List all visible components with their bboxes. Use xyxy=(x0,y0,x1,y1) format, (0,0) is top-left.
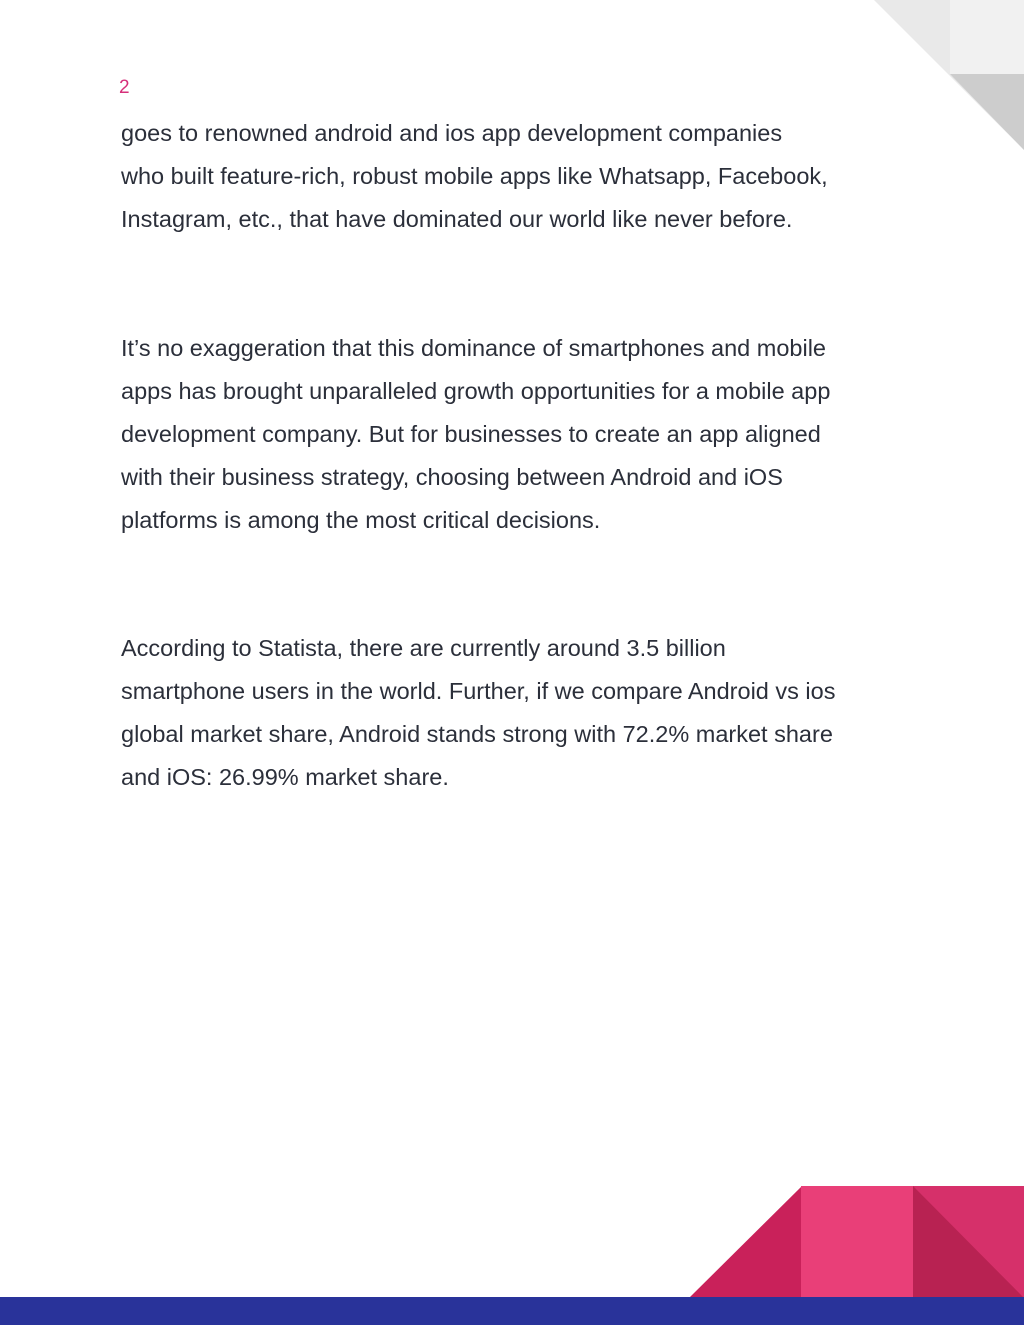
paragraph-3 xyxy=(121,627,911,798)
corner-tab xyxy=(950,0,1024,74)
page-number: 2 xyxy=(119,77,130,98)
paragraph-2 xyxy=(121,327,911,541)
accent-block-pink xyxy=(801,1186,914,1298)
text-line: who built feature-rich, robust mobile apps like Whatsapp, Facebook, xyxy=(121,162,828,189)
document-body xyxy=(121,112,911,799)
footer-bar xyxy=(0,1297,1024,1325)
paragraph-spacer xyxy=(121,541,911,627)
text-line: According to Statista, there are currently around 3.5 billion xyxy=(121,635,726,662)
corner-decoration-bottom-right xyxy=(690,1186,1024,1298)
text-line: development company. But for businesses to create an app aligned xyxy=(121,420,821,447)
text-line: Instagram, etc., that have dominated our world like never before. xyxy=(121,205,793,232)
text-line: platforms is among the most critical decisions. xyxy=(121,506,601,533)
paragraph-spacer xyxy=(121,240,911,327)
text-line: with their business strategy, choosing between Android and iOS xyxy=(121,463,783,490)
text-line: It’s no exaggeration that this dominance of smartphones and mobile xyxy=(121,335,826,362)
text-line: smartphone users in the world. Further, if we compare Android vs ios xyxy=(121,678,836,705)
text-line: goes to renowned android and ios app development companies xyxy=(121,120,783,146)
text-line: and iOS: 26.99% market share. xyxy=(121,763,449,790)
paragraph-1 xyxy=(121,112,911,240)
accent-triangle-crimson xyxy=(690,1186,802,1297)
text-line: global market share, Android stands strong with 72.2% market share xyxy=(121,720,833,747)
text-line: apps has brought unparalleled growth opportunities for a mobile app xyxy=(121,378,831,405)
